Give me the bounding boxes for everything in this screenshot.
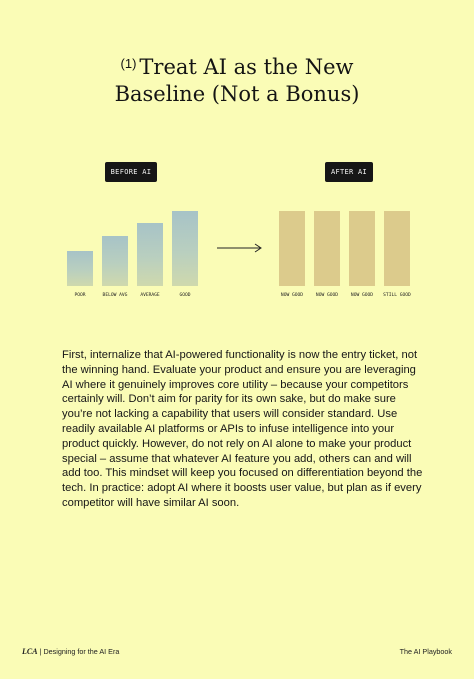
- after-bar: [349, 211, 375, 286]
- before-bar: [67, 251, 93, 286]
- title-line-1: [0, 50, 474, 81]
- before-bar: [102, 236, 128, 286]
- before-bar: [137, 223, 163, 286]
- page-title: [0, 50, 474, 108]
- body-paragraph: First, internalize that AI-powered functionality is now the entry ticket, not the winning hand. Evaluate your product and ensure you are leveraging AI where it genuinely improves core utility – because your competitors certainly will. Don’t aim for parity for its own sake, but do make sure you’re not lacking a capability that users will consider standard. Use readily available AI platforms or APIs to infuse intelligence into your product quickly. However, do not rely on AI alone to make your product special – assume that whatever AI feature you add, others can and will add too. This mindset will keep you focused on differentiation beyond the tech. In practice: adopt AI where it boosts user value, but plan as if every competitor will have similar AI soon.: [62, 349, 423, 509]
- footer-separator: |: [39, 647, 42, 656]
- footer-publication: Designing for the AI Era: [43, 647, 120, 656]
- before-bar-label: GOOD: [179, 293, 191, 298]
- after-bar-label: STILL GOOD: [383, 293, 411, 298]
- title-line-2: Baseline (Not a Bonus): [114, 82, 360, 106]
- before-bar-label: POOR: [74, 293, 86, 298]
- footer-right: The AI Playbook: [399, 647, 452, 656]
- footer-left: [22, 647, 119, 656]
- title-text-1: Treat AI as the New: [139, 55, 354, 79]
- lca-logo: LCA: [22, 647, 38, 656]
- after-bar: [279, 211, 305, 286]
- right-arrow-icon: [216, 242, 264, 254]
- before-ai-label: BEFORE AI: [105, 162, 157, 182]
- before-bar-label: AVERAGE: [140, 293, 160, 298]
- before-bar-label: BELOW AVG: [102, 293, 128, 298]
- after-bar: [384, 211, 410, 286]
- after-ai-label: AFTER AI: [325, 162, 373, 182]
- after-bar-label: NOW GOOD: [350, 293, 374, 298]
- before-bar: [172, 211, 198, 286]
- section-number: (1): [120, 56, 137, 71]
- after-bar-label: NOW GOOD: [315, 293, 339, 298]
- after-bar: [314, 211, 340, 286]
- after-bar-label: NOW GOOD: [280, 293, 304, 298]
